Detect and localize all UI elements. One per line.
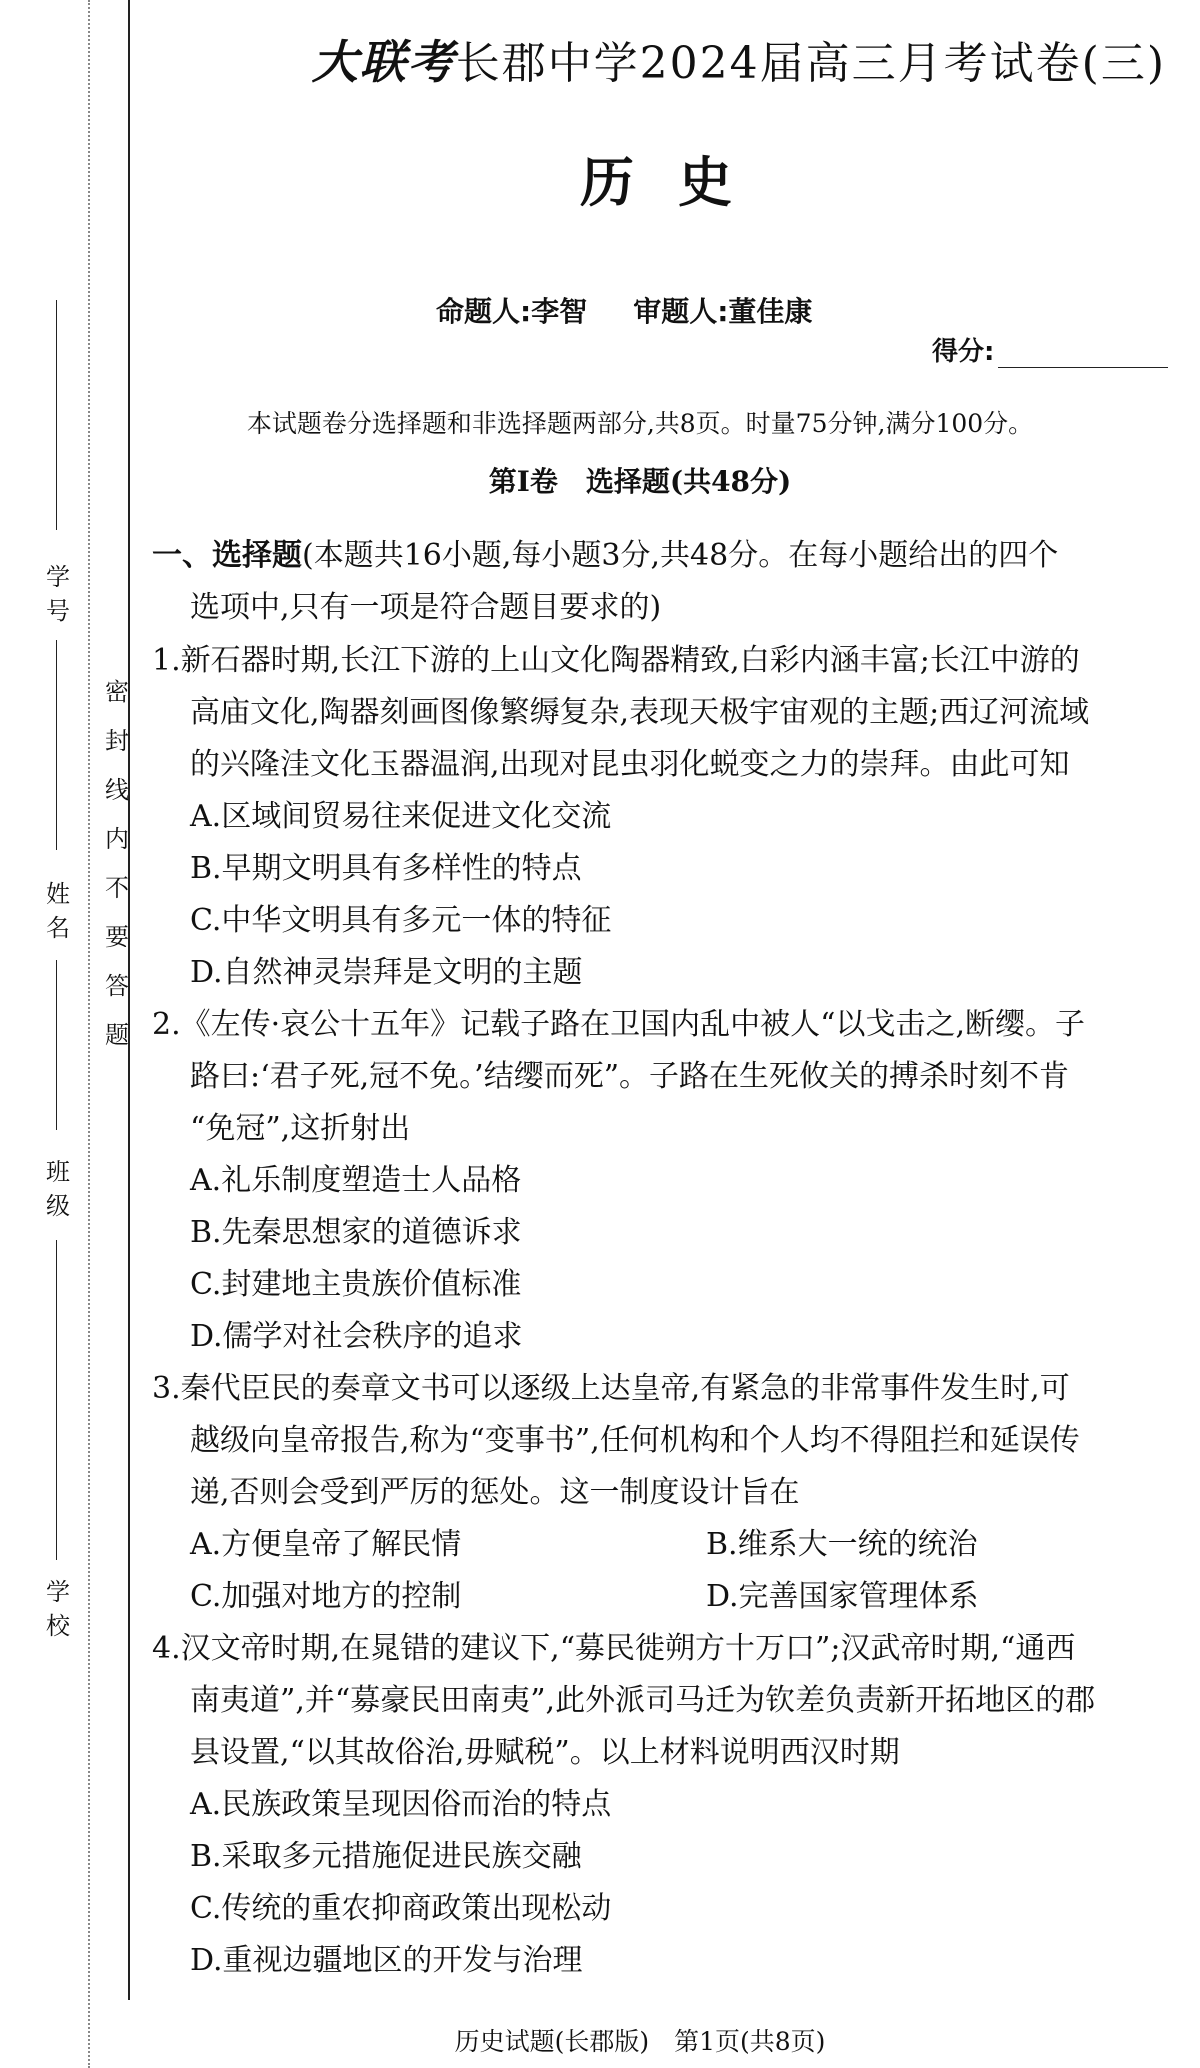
question-1-line-3: 的兴隆洼文化玉器温润,出现对昆虫羽化蜕变之力的崇拜。由此可知 [190, 747, 1070, 782]
question-1-line-2: 高庙文化,陶器刻画图像繁缛复杂,表现天极宇宙观的主题;西辽河流域 [190, 695, 1090, 730]
class-blank[interactable] [56, 960, 57, 1130]
name-blank[interactable] [56, 640, 57, 850]
part-instruction-2: 选项中,只有一项是符合题目要求的) [190, 590, 662, 625]
question-2-line-2: 路曰:‘君子死,冠不免。’结缨而死”。子路在生死攸关的搏杀时刻不肯 [190, 1059, 1070, 1094]
question-4-line-2: 南夷道”,并“募豪民田南夷”,此外派司马迁为钦差负责新开拓地区的郡 [190, 1683, 1096, 1718]
exam-title: 长郡中学2024届高三月考试卷(三) [455, 38, 1166, 89]
name-label: 姓 名 [46, 880, 70, 942]
question-1-option-d[interactable]: D.自然神灵崇拜是文明的主题 [190, 955, 583, 990]
subject-title: 历史 [580, 150, 776, 214]
question-3-line-3: 递,否则会受到严厉的惩处。这一制度设计旨在 [190, 1475, 800, 1510]
question-4-option-d[interactable]: D.重视边疆地区的开发与治理 [190, 1943, 583, 1978]
score-label: 得分: [932, 337, 995, 367]
question-2-option-b[interactable]: B.先秦思想家的道德诉求 [190, 1215, 522, 1250]
exam-info: 本试题卷分选择题和非选择题两部分,共8页。时量75分钟,满分100分。 [246, 409, 1034, 438]
reviewer: 审题人:董佳康 [633, 295, 813, 328]
setter: 命题人:李智 [436, 295, 588, 328]
cut-line-dotted [88, 0, 90, 2068]
school-label: 学 校 [46, 1578, 70, 1640]
score-blank[interactable] [998, 343, 1168, 368]
question-4-line-3: 县设置,“以其故俗治,毋赋税”。以上材料说明西汉时期 [190, 1735, 900, 1770]
question-2-option-a[interactable]: A.礼乐制度塑造士人品格 [190, 1163, 522, 1198]
student-id-label: 学 号 [46, 563, 70, 625]
authors [436, 290, 812, 330]
question-3-line-2: 越级向皇帝报告,称为“变事书”,任何机构和个人均不得阻拦和延误传 [190, 1423, 1080, 1458]
question-1-line-1: 1.新石器时期,长江下游的上山文化陶器精致,白彩内涵丰富;长江中游的 [152, 643, 1080, 678]
score-field [932, 331, 1168, 368]
question-3-option-b[interactable]: B.维系大一统的统治 [706, 1527, 978, 1562]
question-3-option-d[interactable]: D.完善国家管理体系 [706, 1579, 979, 1614]
school-blank[interactable] [56, 1240, 57, 1560]
question-2-line-1: 2.《左传·哀公十五年》记载子路在卫国内乱中被人“以戈击之,断缨。子 [152, 1007, 1086, 1042]
question-3-option-c[interactable]: C.加强对地方的控制 [190, 1579, 462, 1614]
question-1-option-b[interactable]: B.早期文明具有多样性的特点 [190, 851, 582, 886]
question-3-option-a[interactable]: A.方便皇帝了解民情 [190, 1527, 462, 1562]
section-title: 第Ⅰ卷 选择题(共48分) [488, 465, 792, 498]
part-heading: 一、选择题 [152, 538, 302, 573]
brand-logo-text: 大联考 [311, 35, 456, 89]
page-footer: 历史试题(长郡版) 第1页(共8页) [454, 2027, 826, 2056]
seal-note: 密 封 线 内 不 要 答 题 [105, 678, 129, 1049]
question-2-line-3: “免冠”,这折射出 [190, 1111, 411, 1146]
part-instruction-1: (本题共16小题,每小题3分,共48分。在每小题给出的四个 [302, 538, 1059, 573]
question-2-option-d[interactable]: D.儒学对社会秩序的追求 [190, 1319, 523, 1354]
class-label: 班 级 [46, 1158, 70, 1220]
part-instructions [152, 536, 1058, 576]
question-4-option-a[interactable]: A.民族政策呈现因俗而治的特点 [190, 1787, 612, 1822]
question-3-line-1: 3.秦代臣民的奏章文书可以逐级上达皇帝,有紧急的非常事件发生时,可 [152, 1371, 1070, 1406]
question-4-option-c[interactable]: C.传统的重农抑商政策出现松动 [190, 1891, 612, 1926]
question-1-option-a[interactable]: A.区域间贸易往来促进文化交流 [190, 799, 612, 834]
question-4-option-b[interactable]: B.采取多元措施促进民族交融 [190, 1839, 582, 1874]
question-1-option-c[interactable]: C.中华文明具有多元一体的特征 [190, 903, 612, 938]
question-4-line-1: 4.汉文帝时期,在晁错的建议下,“募民徙朔方十万口”;汉武帝时期,“通西 [152, 1631, 1076, 1666]
exam-header [0, 26, 1200, 92]
question-2-option-c[interactable]: C.封建地主贵族价值标准 [190, 1267, 522, 1302]
